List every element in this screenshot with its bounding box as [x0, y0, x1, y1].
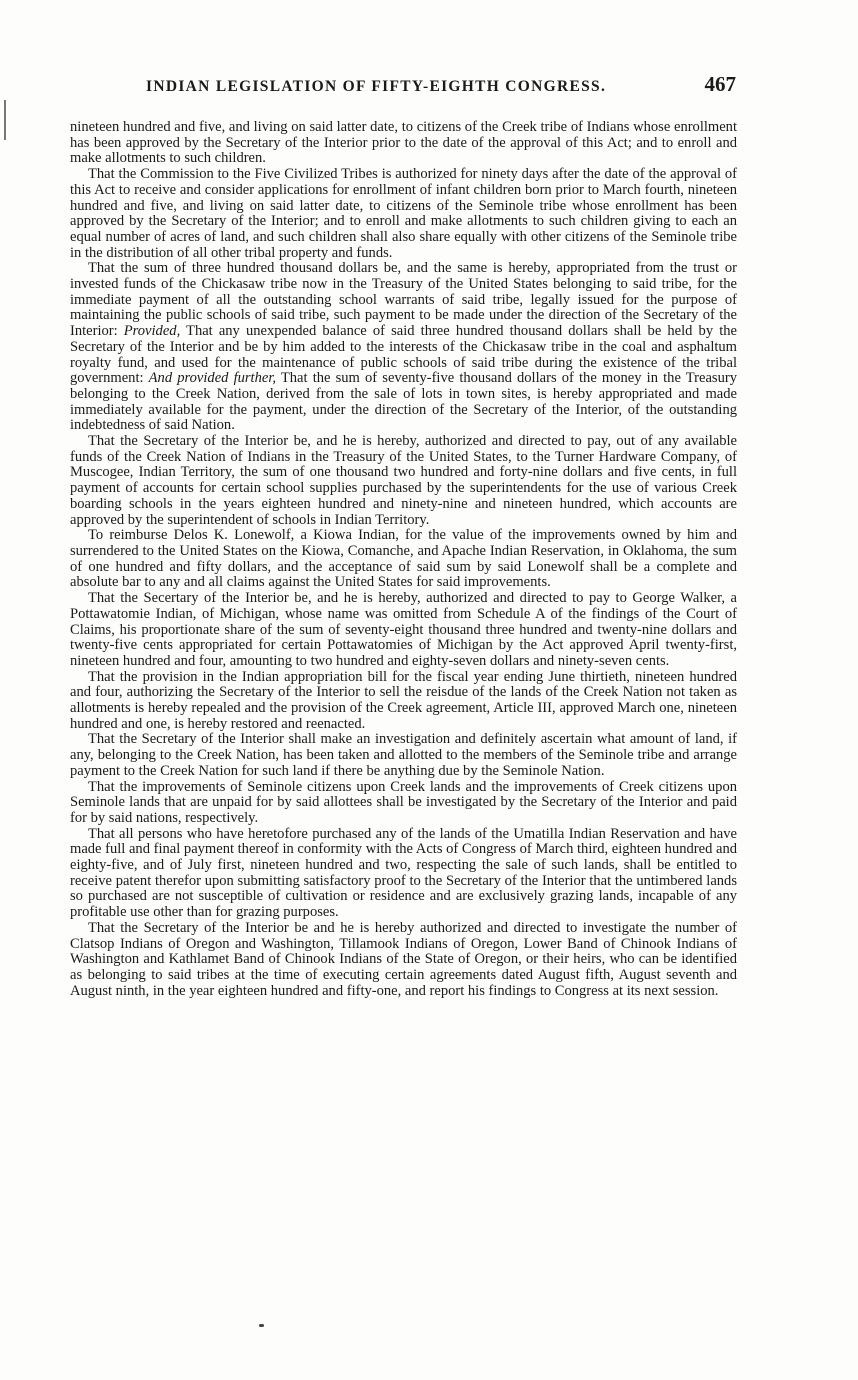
provided-further-italic: And provided further,: [148, 370, 277, 387]
paragraph-5: To reimburse Delos K. Lonewolf, a Kiowa Indian, for the value of the improvements owned by him and surrendered to the United States on the Kiowa, Comanche, and Apache Indian Reservation, in Oklahoma, the sum of one hundred and fifty dollars, and the acceptance of said sum by said Lonewolf shall be a complete and absolute bar to any and all claims against the United States for said improvements.: [70, 527, 737, 591]
running-title: INDIAN LEGISLATION OF FIFTY-EIGHTH CONGRESS.: [146, 78, 607, 95]
page-header: [70, 72, 740, 102]
paragraph-3: That the sum of three hundred thousand dollars be, and the same is hereby, appropriated from the trust or invested funds of the Chickasaw tribe now in the Treasury of the United States belonging to said tribe, for the immediate payment of all the outstanding school warrants of said tribe, legally issued for the purpose of maintaining the public schools of said tribe, such payment to be made under the direction of the Secretary of the Interior: Provided, That any unexpended balance of said three hundred thousand dollars shall be held by the Secretary of the Interior and be by him added to the interests of the Chickasaw tribe in the coal and asphaltum royalty fund, and used for the maintenance of public schools of said tribe during the existence of the tribal government: And provided further, That the sum of seventy-five thousand dollars of the money in the Treasury belonging to the Creek Nation, derived from the sale of lots in town sites, is hereby appropriated and made immediately available for the payment, under the direction of the Secretary of the Interior, of the outstanding indebtedness of said Nation.: [70, 260, 737, 434]
paragraph-11: That the Secretary of the Interior be and he is hereby authorized and directed to investigate the number of Clatsop Indians of Oregon and Washington, Tillamook Indians of Oregon, Lower Band of Chinook Indians of Washington and Kathlamet Band of Chinook Indians of the State of Oregon, or their heirs, who can be identified as belonging to said tribes at the time of executing certain agreements dated August fifth, August seventh and August ninth, in the year eighteen hundred and fifty-one, and report his findings to Congress at its next session.: [70, 919, 737, 999]
paragraph-1: nineteen hundred and five, and living on said latter date, to citizens of the Creek tribe of Indians whose enrollment has been approved by the Secretary of the Interior prior to the date of the approval of this Act; and to enroll and make allotments to such children.: [70, 119, 737, 167]
paragraph-9: That the improvements of Seminole citizens upon Creek lands and the improvements of Creek citizens upon Seminole lands that are unpaid for by said allottees shall be investigated by the Secretary of the Interior and paid for by said nations, respectively.: [70, 778, 737, 826]
paragraph-4: That the Secretary of the Interior be, and he is hereby, authorized and directed to pay, out of any available funds of the Creek Nation of Indians in the Treasury of the United States, to the Turner Hardware Company, of Muscogee, Indian Territory, the sum of one thousand two hundred and forty-nine dollars and five cents, in full payment of accounts for certain school supplies purchased by the superintendents for the use of various Creek boarding schools in the years eighteen hundred and ninety-nine and nineteen hundred, which accounts are approved by the superintendent of schools in Indian Territory.: [70, 433, 737, 528]
provided-italic: Provided,: [123, 323, 181, 340]
body-text: [70, 120, 737, 999]
scan-edge-mark: [4, 100, 6, 140]
paragraph-8: That the Secretary of the Interior shall make an investigation and definitely ascertain what amount of land, if any, belonging to the Creek Nation, has been taken and allotted to the members of the Seminole tribe and arrange payment to the Creek Nation for such land if there be anything due by the Seminole Nation.: [70, 731, 737, 779]
ink-speck: [259, 1324, 264, 1327]
paragraph-7: That the provision in the Indian appropriation bill for the fiscal year ending June thirtieth, nineteen hundred and four, authorizing the Secretary of the Interior to sell the reisdue of the lands of the Creek Nation not taken as allotments is hereby repealed and the provision of the Creek agreement, Article III, approved March one, nineteen hundred and one, is hereby restored and reenacted.: [70, 668, 737, 732]
page-number: 467: [704, 72, 736, 96]
paragraph-6: That the Secertary of the Interior be, and he is hereby, authorized and directed to pay to George Walker, a Pottawatomie Indian, of Michigan, whose name was omitted from Schedule A of the findings of the Court of Claims, his proportionate share of the sum of seventy-eight thousand three hundred and twenty-nine dollars and twenty-five cents appropriated for certain Pottawatomies of Michigan by the Act approved April twenty-first, nineteen hundred and four, amounting to two hundred and eighty-seven dollars and ninety-seven cents.: [70, 590, 737, 669]
paragraph-10: That all persons who have heretofore purchased any of the lands of the Umatilla Indian Reservation and have made full and final payment thereof in conformity with the Acts of Congress of March third, eighteen hundred and eighty-five, and of July first, nineteen hundred and two, respecting the sale of such lands, shall be entitled to receive patent therefor upon submitting satisfactory proof to the Secretary of the Interior that the untimbered lands so purchased are not susceptible of cultivation or residence and are exclusively grazing lands, incapable of any profitable use other than for grazing purposes.: [70, 825, 737, 921]
paragraph-2: That the Commission to the Five Civilized Tribes is authorized for ninety days after the date of the approval of this Act to receive and consider applications for enrollment of infant children born prior to March fourth, nineteen hundred and five, and living on said latter date, to citizens of the Seminole tribe whose enrollment has been approved by the Secretary of the Interior; and to enroll and make allotments to such children giving to each an equal number of acres of land, and such children shall also share equally with other citizens of the Seminole tribe in the distribution of all other tribal property and funds.: [70, 166, 737, 261]
